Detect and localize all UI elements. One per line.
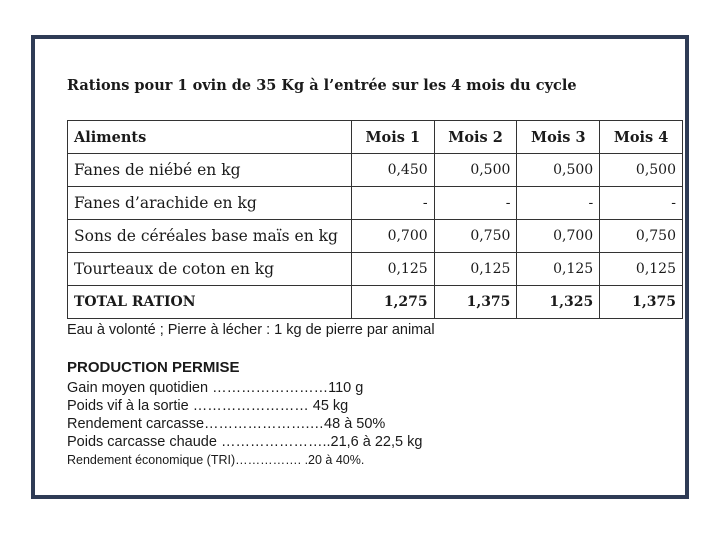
table-row bbox=[68, 154, 683, 187]
table-row bbox=[68, 187, 683, 220]
header-aliments: Aliments bbox=[68, 121, 352, 154]
cell-value: 0,125 bbox=[517, 253, 600, 286]
row-label: Tourteaux de coton en kg bbox=[68, 253, 352, 286]
row-label: Fanes de niébé en kg bbox=[68, 154, 352, 187]
header-mois-2: Mois 2 bbox=[434, 121, 517, 154]
total-value: 1,375 bbox=[434, 286, 517, 319]
cell-value: 0,700 bbox=[351, 220, 434, 253]
cell-value: 0,750 bbox=[600, 220, 683, 253]
cell-value: 0,125 bbox=[351, 253, 434, 286]
production-line-rendement-carcasse: Rendement carcasse………………….…48 à 50% bbox=[67, 416, 386, 432]
rations-table bbox=[67, 120, 683, 319]
cell-value: - bbox=[517, 187, 600, 220]
production-line-poids-vif: Poids vif à la sortie …………………… 45 kg bbox=[67, 398, 349, 414]
total-value: 1,325 bbox=[517, 286, 600, 319]
cell-value: 0,700 bbox=[517, 220, 600, 253]
production-heading: PRODUCTION PERMISE bbox=[67, 359, 240, 376]
cell-value: 0,750 bbox=[434, 220, 517, 253]
row-label: Sons de céréales base maïs en kg bbox=[68, 220, 352, 253]
cell-value: - bbox=[600, 187, 683, 220]
document-frame bbox=[31, 35, 689, 499]
production-line-rendement-economique: Rendement économique (TRI)……………. .20 à 40%. bbox=[67, 453, 365, 467]
row-label: Fanes d’arachide en kg bbox=[68, 187, 352, 220]
cell-value: - bbox=[351, 187, 434, 220]
cell-value: 0,500 bbox=[434, 154, 517, 187]
cell-value: 0,500 bbox=[600, 154, 683, 187]
header-mois-3: Mois 3 bbox=[517, 121, 600, 154]
cell-value: 0,125 bbox=[600, 253, 683, 286]
cell-value: 0,500 bbox=[517, 154, 600, 187]
table-row bbox=[68, 253, 683, 286]
cell-value: 0,125 bbox=[434, 253, 517, 286]
cell-value: 0,450 bbox=[351, 154, 434, 187]
water-note: Eau à volonté ; Pierre à lécher : 1 kg de pierre par animal bbox=[67, 322, 435, 338]
total-value: 1,375 bbox=[600, 286, 683, 319]
header-mois-4: Mois 4 bbox=[600, 121, 683, 154]
table-row bbox=[68, 220, 683, 253]
production-line-poids-carcasse: Poids carcasse chaude …………………..21,6 à 22,5 kg bbox=[67, 434, 423, 450]
cell-value: - bbox=[434, 187, 517, 220]
document-title: Rations pour 1 ovin de 35 Kg à l’entrée sur les 4 mois du cycle bbox=[67, 77, 577, 94]
production-line-gain: Gain moyen quotidien ……………………110 g bbox=[67, 380, 364, 396]
total-row bbox=[68, 286, 683, 319]
total-label: TOTAL RATION bbox=[68, 286, 352, 319]
total-value: 1,275 bbox=[351, 286, 434, 319]
header-mois-1: Mois 1 bbox=[351, 121, 434, 154]
table-header-row bbox=[68, 121, 683, 154]
